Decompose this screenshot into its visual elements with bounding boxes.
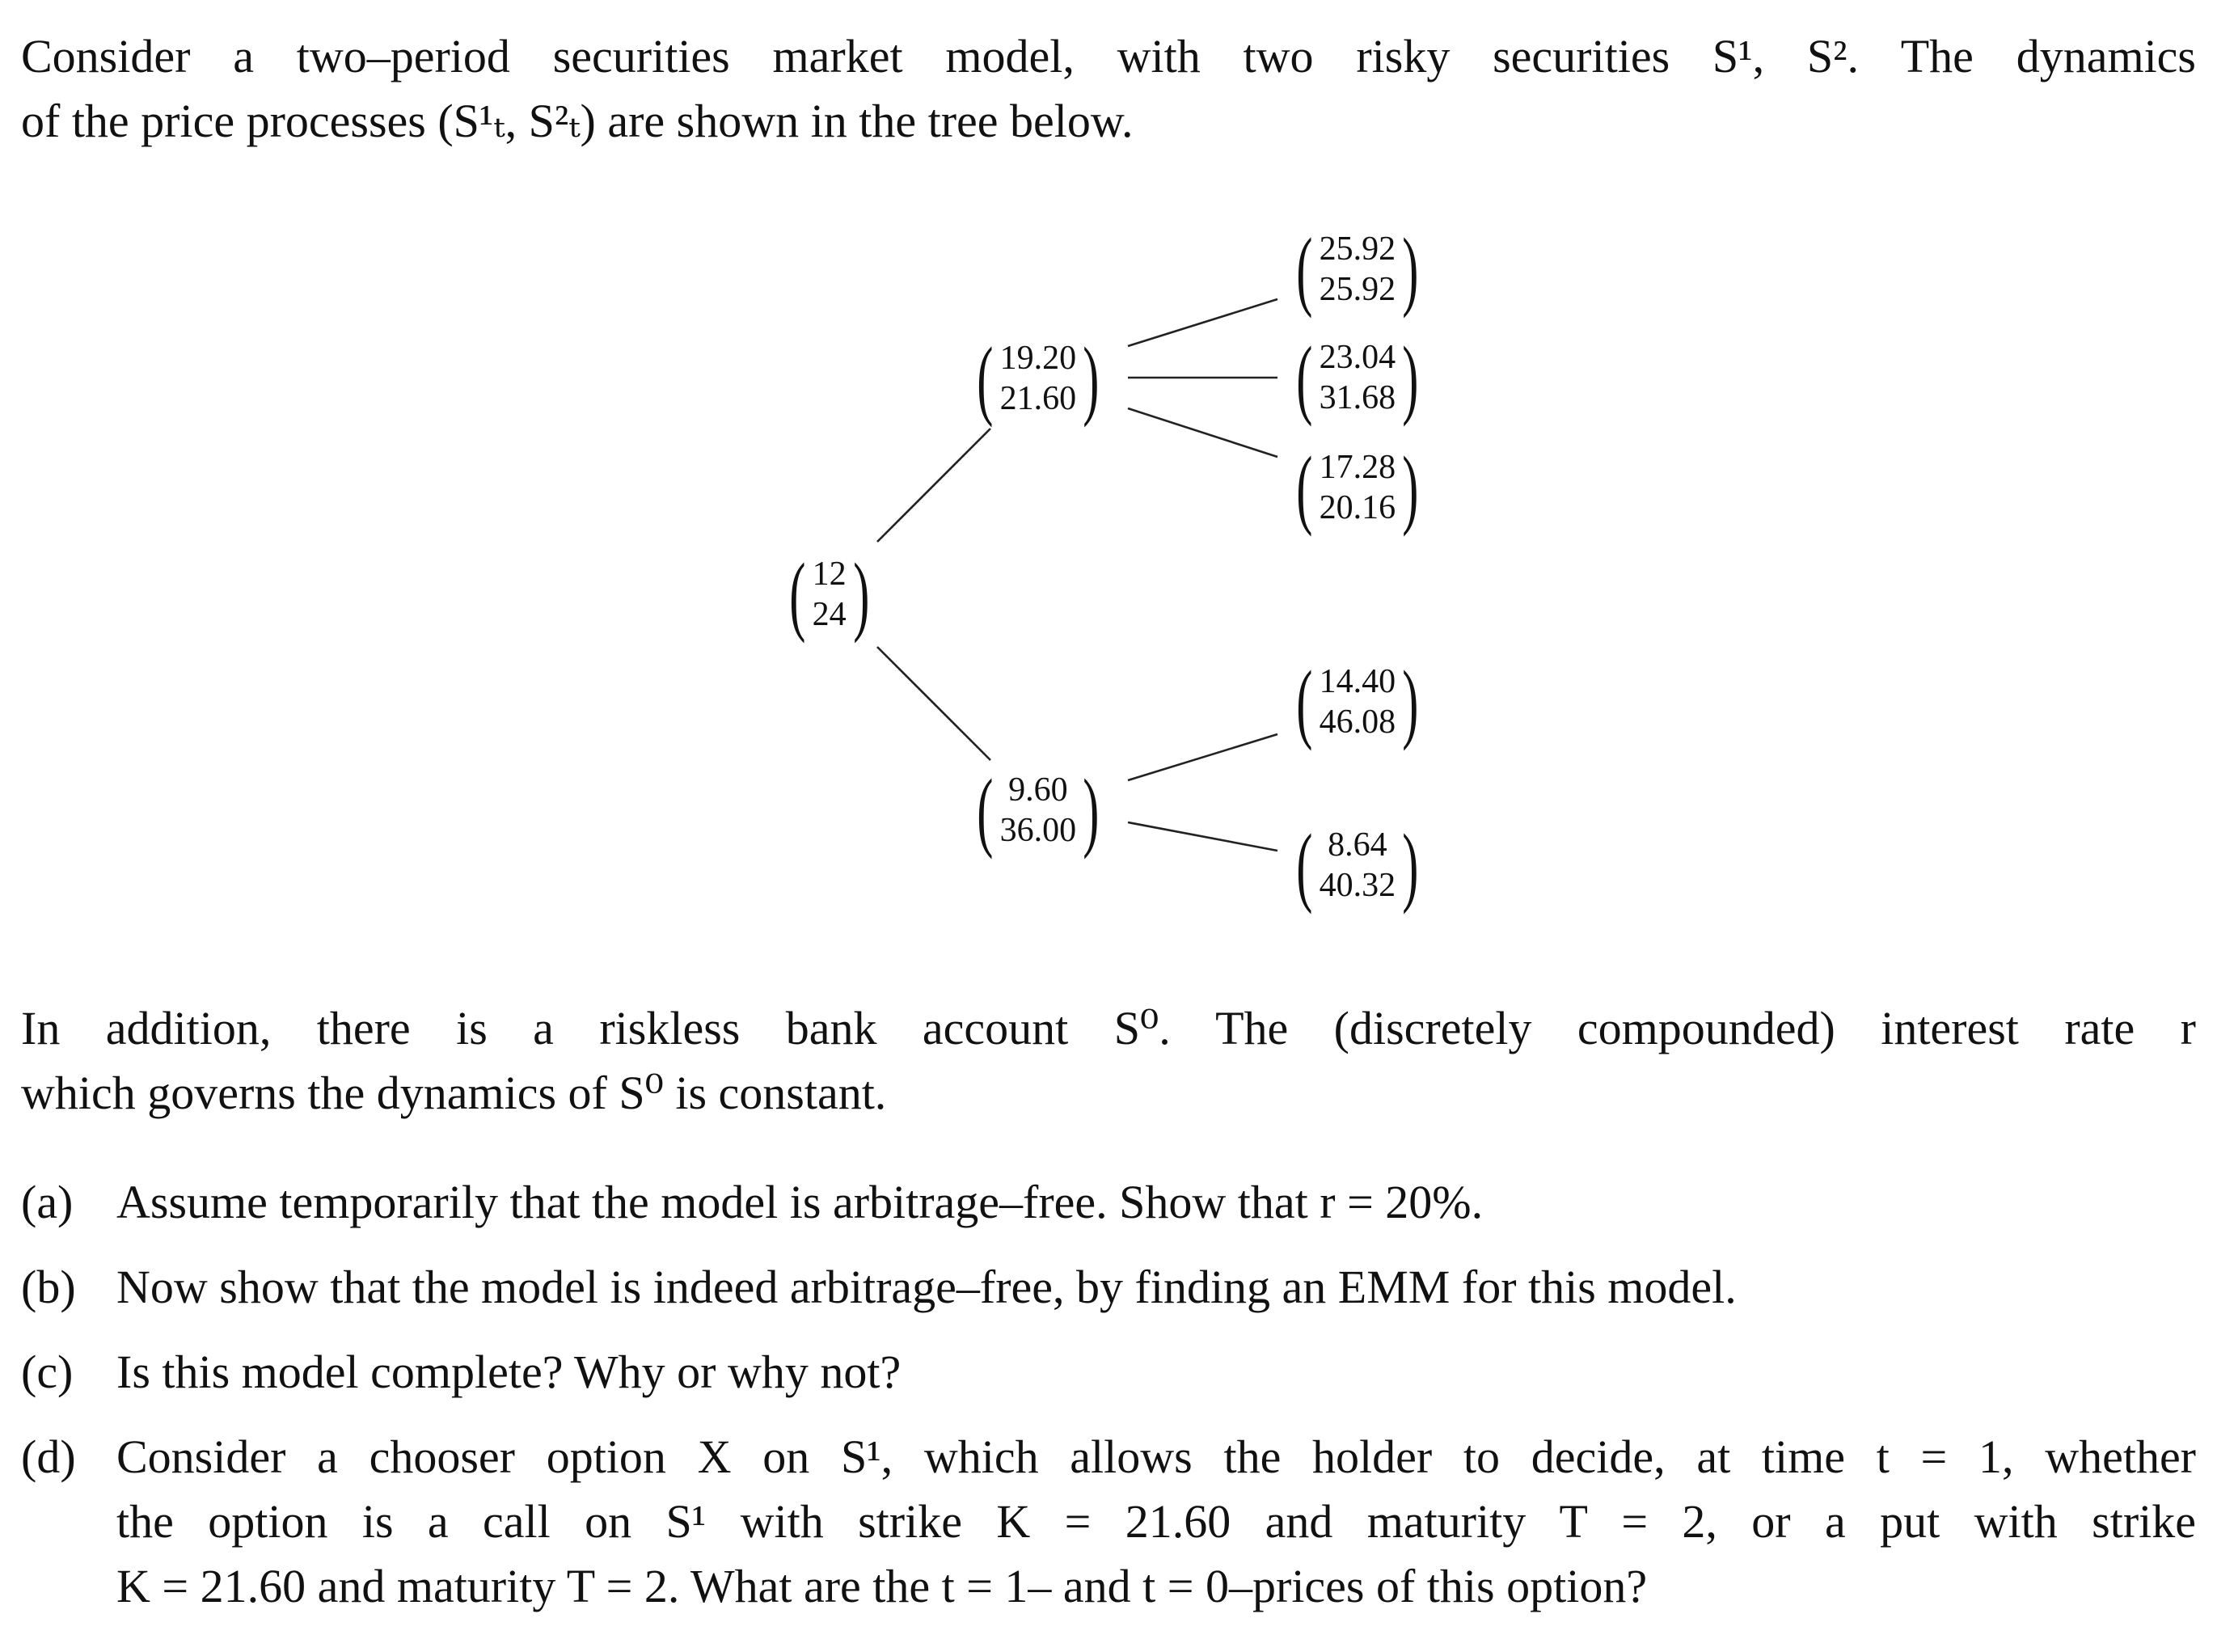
node-du bbox=[1290, 653, 1425, 751]
question-text: Is this model complete? Why or why not? bbox=[116, 1346, 902, 1398]
node-um bbox=[1290, 328, 1425, 427]
edge-down-dd bbox=[1128, 822, 1277, 851]
left-paren-icon: ( bbox=[1296, 816, 1313, 915]
right-paren-icon: ) bbox=[1402, 328, 1419, 427]
node-uu bbox=[1290, 220, 1425, 319]
addition-paragraph bbox=[21, 996, 2196, 1126]
question-text-line-3: K = 21.60 and maturity T = 2. What are the t = 1– and t = 0–prices of this option? bbox=[116, 1560, 1648, 1612]
node-uu-s1: 25.92 bbox=[1319, 230, 1396, 268]
node-du-s1: 14.40 bbox=[1319, 663, 1396, 700]
edge-root-down bbox=[877, 647, 990, 760]
right-paren-icon: ) bbox=[1402, 816, 1419, 915]
left-paren-icon: ( bbox=[1296, 438, 1313, 537]
question-label: (a) bbox=[21, 1176, 74, 1228]
edge-up-ud bbox=[1128, 408, 1277, 457]
right-paren-icon: ) bbox=[1402, 220, 1419, 319]
node-up-s1: 19.20 bbox=[999, 340, 1077, 377]
node-dd-s2: 40.32 bbox=[1319, 867, 1396, 904]
node-ud-s2: 20.16 bbox=[1319, 489, 1396, 526]
question-text-line-2: the option is a call on S¹ with strike K = 21.60 and maturity T = 2, or a put with strike bbox=[116, 1495, 2196, 1548]
node-up-s2: 21.60 bbox=[999, 380, 1077, 417]
left-paren-icon: ( bbox=[1296, 220, 1313, 319]
edge-root-up bbox=[877, 429, 990, 542]
left-paren-icon: ( bbox=[1296, 653, 1313, 751]
addition-line-2: which governs the dynamics of S⁰ is constant. bbox=[21, 1067, 887, 1119]
node-um-s2: 31.68 bbox=[1319, 379, 1396, 416]
node-uu-s2: 25.92 bbox=[1319, 271, 1396, 308]
node-um-s1: 23.04 bbox=[1319, 339, 1396, 376]
node-root-s1: 12 bbox=[812, 556, 847, 593]
left-paren-icon: ( bbox=[977, 761, 994, 860]
node-down-s1: 9.60 bbox=[1008, 771, 1068, 809]
right-paren-icon: ) bbox=[1402, 653, 1419, 751]
intro-line-1: Consider a two–period securities market model, with two risky securities S¹, S². The dynamics bbox=[21, 30, 2196, 82]
intro-line-2: of the price processes (S¹ₜ, S²ₜ) are shown in the tree below. bbox=[21, 95, 1134, 147]
node-du-s2: 46.08 bbox=[1319, 703, 1396, 741]
right-paren-icon: ) bbox=[1402, 438, 1419, 537]
node-ud bbox=[1290, 438, 1425, 537]
question-text: Now show that the model is indeed arbitrage–free, by finding an EMM for this model. bbox=[116, 1261, 1737, 1313]
question-text: Assume temporarily that the model is arbitrage–free. Show that r = 20%. bbox=[116, 1176, 1484, 1228]
node-root-s2: 24 bbox=[812, 596, 847, 633]
question-label: (b) bbox=[21, 1261, 76, 1313]
addition-line-1: In addition, there is a riskless bank account S⁰. The (discretely compounded) interest rate r bbox=[21, 1002, 2196, 1054]
question-label: (d) bbox=[21, 1430, 76, 1483]
question-label: (c) bbox=[21, 1346, 74, 1398]
node-down-s2: 36.00 bbox=[999, 812, 1077, 849]
right-paren-icon: ) bbox=[852, 545, 870, 644]
right-paren-icon: ) bbox=[1083, 329, 1100, 428]
node-ud-s1: 17.28 bbox=[1319, 449, 1396, 486]
node-dd bbox=[1290, 816, 1425, 915]
left-paren-icon: ( bbox=[789, 545, 806, 644]
left-paren-icon: ( bbox=[1296, 328, 1313, 427]
edge-down-du bbox=[1128, 734, 1277, 780]
question-text-line-1: Consider a chooser option X on S¹, which allows the holder to decide, at time t = 1, whether bbox=[116, 1430, 2196, 1483]
node-up bbox=[970, 329, 1106, 428]
edge-up-uu bbox=[1128, 299, 1277, 346]
node-down bbox=[970, 761, 1106, 860]
left-paren-icon: ( bbox=[977, 329, 994, 428]
node-root bbox=[783, 545, 876, 644]
right-paren-icon: ) bbox=[1083, 761, 1100, 860]
node-dd-s1: 8.64 bbox=[1328, 826, 1387, 864]
